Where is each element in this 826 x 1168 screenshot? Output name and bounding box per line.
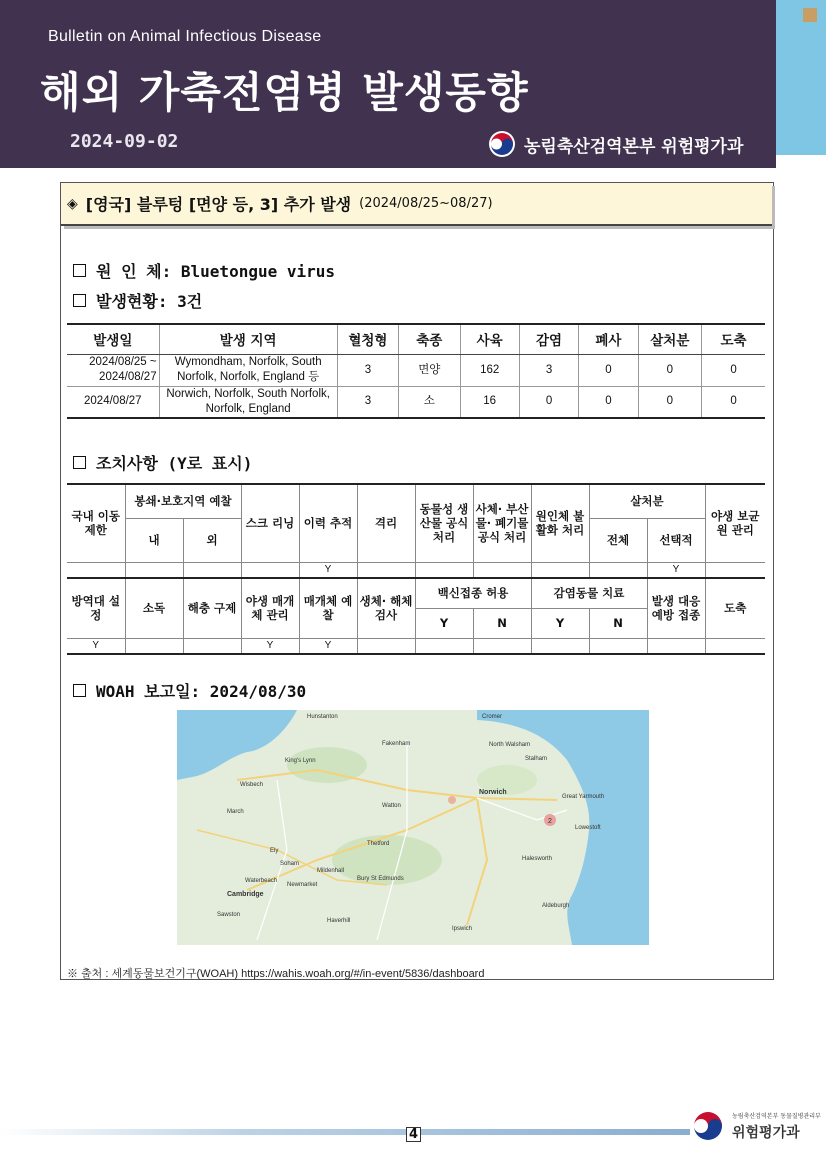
measure-value: Y xyxy=(647,562,705,578)
culled-cell: 0 xyxy=(638,354,701,386)
place-label: Lowestoft xyxy=(575,825,601,831)
col-header: 도축 xyxy=(702,324,765,354)
col-header: 감염 xyxy=(519,324,578,354)
measures-table xyxy=(67,483,765,655)
footer-org-name: 위험평가과 xyxy=(732,1124,800,1141)
measure-value xyxy=(473,638,531,654)
footer-line xyxy=(0,1129,690,1135)
measure-subheader: 내 xyxy=(125,518,183,562)
place-label: Waterbeach xyxy=(245,878,278,884)
date-cell: 2024/08/27 xyxy=(67,386,159,418)
measure-header: 원인체 불활화 처리 xyxy=(531,484,589,562)
measures-header-row xyxy=(67,578,765,608)
place-label: Sawston xyxy=(217,912,241,918)
place-label: Bury St Edmunds xyxy=(357,876,404,882)
measure-subheader: 외 xyxy=(183,518,241,562)
col-header: 혈청형 xyxy=(337,324,398,354)
measure-header: 국내 이동 제한 xyxy=(67,484,125,562)
table-header-row xyxy=(67,324,765,354)
place-label: March xyxy=(227,809,244,815)
place-label: Wisbech xyxy=(240,782,264,788)
place-label: Newmarket xyxy=(287,882,318,888)
place-label: Soham xyxy=(280,861,300,867)
corner-accent xyxy=(803,8,817,22)
measure-value xyxy=(357,638,415,654)
place-label: Cromer xyxy=(482,714,503,720)
measure-header: 방역대 설정 xyxy=(67,578,125,638)
measure-value xyxy=(415,562,473,578)
measures-heading xyxy=(73,451,252,474)
page-number: 4 xyxy=(406,1127,421,1142)
measure-subheader: Y xyxy=(415,608,473,638)
measure-value: Y xyxy=(241,638,299,654)
serotype-cell: 3 xyxy=(337,386,398,418)
measure-header: 격리 xyxy=(357,484,415,562)
measures-value-row xyxy=(67,562,765,578)
footer-logo xyxy=(690,1108,821,1144)
place-label: King's Lynn xyxy=(285,758,316,764)
measure-header: 살처분 xyxy=(589,484,705,518)
woah-report-text: WOAH 보고일: 2024/08/30 xyxy=(96,682,307,701)
status-line xyxy=(73,289,202,312)
measure-value xyxy=(589,638,647,654)
taegeuk-emblem-icon xyxy=(488,130,516,158)
measure-header: 이력 추적 xyxy=(299,484,357,562)
place-label: Aldeburgh xyxy=(542,903,570,909)
dead-cell: 0 xyxy=(579,354,638,386)
page-header xyxy=(0,0,776,168)
place-label: Ipswich xyxy=(452,926,473,932)
measure-value: Y xyxy=(299,638,357,654)
measure-subheader: N xyxy=(589,608,647,638)
woah-report-line xyxy=(73,679,306,702)
taegeuk-emblem-icon xyxy=(690,1108,726,1144)
measure-header: 소독 xyxy=(125,578,183,638)
col-header: 살처분 xyxy=(638,324,701,354)
outbreak-map xyxy=(177,710,649,945)
infected-cell: 3 xyxy=(519,354,578,386)
bulletin-date: 2024-09-02 xyxy=(70,131,179,152)
serotype-cell: 3 xyxy=(337,354,398,386)
place-label: Norwich xyxy=(479,789,507,796)
status-text: 발생현황: 3건 xyxy=(96,292,203,311)
measure-header: 사체· 부산물· 폐기물 공식 처리 xyxy=(473,484,531,562)
measure-header: 동물성 생산물 공식 처리 xyxy=(415,484,473,562)
measure-value xyxy=(125,638,183,654)
measure-subheader: 선택적 xyxy=(647,518,705,562)
measure-header: 매개체 예찰 xyxy=(299,578,357,638)
report-period: (2024/08/25~08/27) xyxy=(359,196,493,211)
col-header: 발생일 xyxy=(67,324,159,354)
col-header: 발생 지역 xyxy=(159,324,337,354)
measure-value xyxy=(473,562,531,578)
measure-header: 발생 대응 예방 접종 xyxy=(647,578,705,638)
table-row xyxy=(67,354,765,386)
place-label: Cambridge xyxy=(227,891,264,898)
measure-value: Y xyxy=(67,638,125,654)
measure-header: 야생 보균원 관리 xyxy=(705,484,765,562)
measure-header: 도축 xyxy=(705,578,765,638)
measure-subheader: 전체 xyxy=(589,518,647,562)
source-note: ※ 출처 : 세계동물보건기구(WOAH) https://wahis.woah.org/#/in-event/5836/dashboard xyxy=(67,968,485,980)
measure-header: 생체· 해체 검사 xyxy=(357,578,415,638)
place-label: Fakenham xyxy=(382,741,411,747)
place-label: Hunstanton xyxy=(307,714,338,720)
measure-value xyxy=(531,562,589,578)
measure-header: 야생 매개체 관리 xyxy=(241,578,299,638)
measure-subheader: N xyxy=(473,608,531,638)
place-label: Stalham xyxy=(525,756,548,762)
measure-header: 백신접종 허용 xyxy=(415,578,531,608)
kept-cell: 162 xyxy=(460,354,519,386)
report-title-bar xyxy=(61,183,772,226)
pathogen-line xyxy=(73,259,335,282)
measure-header: 스크 리닝 xyxy=(241,484,299,562)
map-graphic xyxy=(177,710,649,945)
measures-text: 조치사항 (Y로 표시) xyxy=(96,454,253,473)
measure-value xyxy=(705,638,765,654)
report-title: [영국] 블루텅 [면양 등, 3] 추가 발생 xyxy=(85,195,352,214)
cluster-label: 2 xyxy=(548,818,552,825)
checkbox-icon xyxy=(73,294,86,307)
measure-value xyxy=(357,562,415,578)
measure-value xyxy=(67,562,125,578)
bulletin-subtitle: Bulletin on Animal Infectious Disease xyxy=(48,28,322,45)
measure-value xyxy=(183,638,241,654)
col-header: 폐사 xyxy=(579,324,638,354)
measure-value xyxy=(183,562,241,578)
side-accent-bar xyxy=(776,0,826,155)
outbreak-marker xyxy=(448,796,456,804)
page-title: 해외 가축전염병 발생동향 xyxy=(40,68,529,117)
measure-value: Y xyxy=(299,562,357,578)
measures-value-row xyxy=(67,638,765,654)
measure-header: 감염동물 치료 xyxy=(531,578,647,608)
measure-header: 해충 구제 xyxy=(183,578,241,638)
place-label: Halesworth xyxy=(522,856,553,862)
measure-value xyxy=(531,638,589,654)
region-cell: Norwich, Norfolk, South Norfolk, Norfolk, England xyxy=(159,386,337,418)
measure-value xyxy=(589,562,647,578)
place-label: North Walsham xyxy=(489,742,531,748)
measure-value xyxy=(125,562,183,578)
place-label: Thetford xyxy=(367,841,390,847)
dead-cell: 0 xyxy=(579,386,638,418)
outbreak-table xyxy=(67,323,765,419)
measure-value xyxy=(241,562,299,578)
col-header: 축종 xyxy=(399,324,460,354)
diamond-icon: ◈ xyxy=(67,195,78,212)
org-name: 농림축산검역본부 위험평가과 xyxy=(524,136,744,157)
place-label: Ely xyxy=(270,848,279,854)
footer-org-small: 농림축산검역본부 동물질병관리부 xyxy=(732,1112,821,1120)
measures-header-row xyxy=(67,484,765,518)
col-header: 사육 xyxy=(460,324,519,354)
measure-header: 봉쇄·보호지역 예찰 xyxy=(125,484,241,518)
report-box xyxy=(60,182,774,980)
measure-subheader: Y xyxy=(531,608,589,638)
org-label xyxy=(488,130,743,158)
checkbox-icon xyxy=(73,456,86,469)
pathogen-text: 원 인 체: Bluetongue virus xyxy=(96,262,336,281)
place-label: Great Yarmouth xyxy=(562,794,605,800)
date-cell: 2024/08/25 ~ 2024/08/27 xyxy=(67,354,159,386)
place-label: Mildenhall xyxy=(317,868,345,874)
species-cell: 면양 xyxy=(399,354,460,386)
slaughtered-cell: 0 xyxy=(702,354,765,386)
region-cell: Wymondham, Norfolk, South Norfolk, Norfolk, England 등 xyxy=(159,354,337,386)
measure-value xyxy=(647,638,705,654)
slaughtered-cell: 0 xyxy=(702,386,765,418)
culled-cell: 0 xyxy=(638,386,701,418)
checkbox-icon xyxy=(73,264,86,277)
place-label: Watton xyxy=(382,803,401,809)
measure-value xyxy=(705,562,765,578)
kept-cell: 16 xyxy=(460,386,519,418)
table-row xyxy=(67,386,765,418)
species-cell: 소 xyxy=(399,386,460,418)
place-label: Haverhill xyxy=(327,918,351,924)
measure-value xyxy=(415,638,473,654)
infected-cell: 0 xyxy=(519,386,578,418)
checkbox-icon xyxy=(73,684,86,697)
